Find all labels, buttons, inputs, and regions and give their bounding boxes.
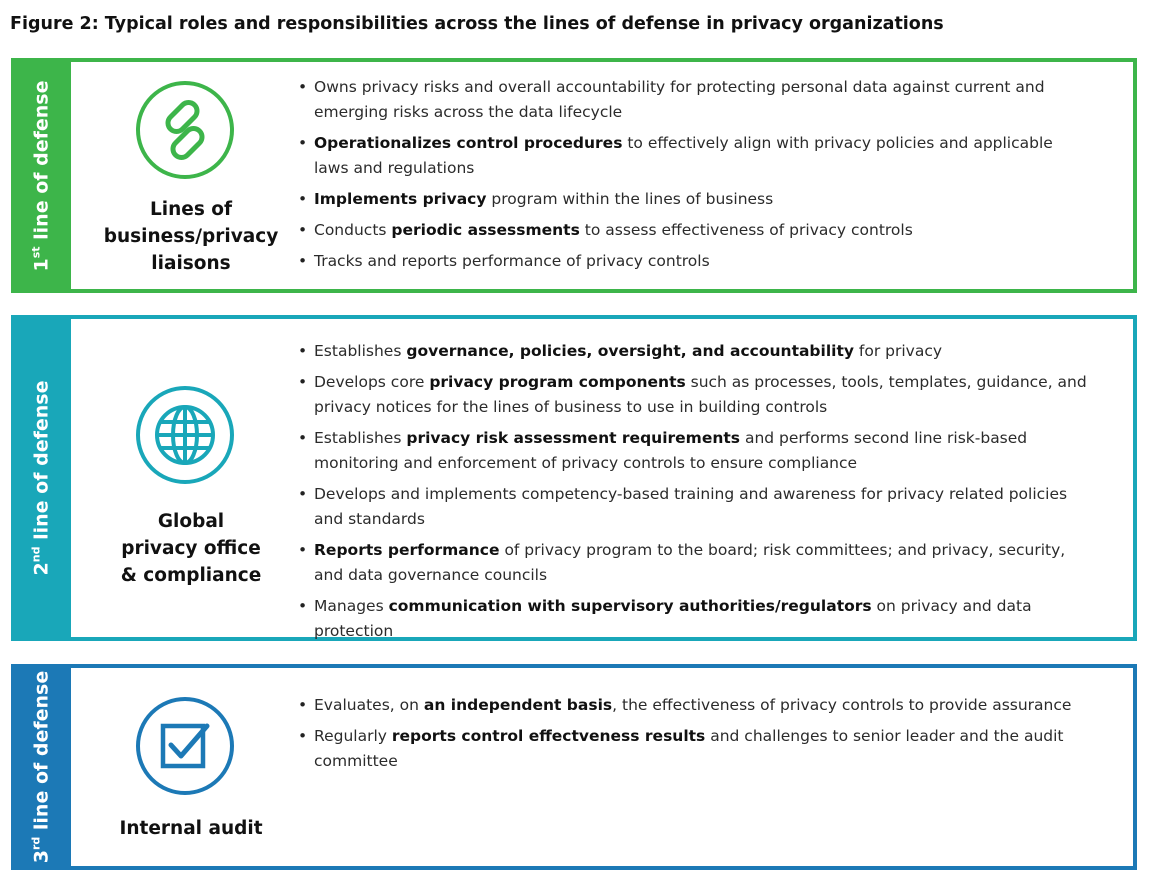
bullet-item: • Manages communication with supervisory authorities/regulators on privacy and data protection xyxy=(298,594,1088,644)
bullet-item: • Establishes privacy risk assessment requirements and performs second line risk-based monitoring and enforcement of privacy controls to ensure compliance xyxy=(298,426,1088,476)
figure-title: Figure 2: Typical roles and responsibilities across the lines of defense in privacy organizations xyxy=(10,14,944,34)
second-line-label: 2nd line of defense xyxy=(29,380,53,576)
first-line-label: 1st line of defense xyxy=(29,79,53,272)
bullet-item: • Develops and implements competency-based training and awareness for privacy related policies and standards xyxy=(298,482,1088,532)
checkbox-icon xyxy=(135,696,235,796)
third-line-label: 3rd line of defense xyxy=(29,670,53,864)
bullet-item: • Reports performance of privacy program to the board; risk committees; and privacy, security, and data governance councils xyxy=(298,538,1088,588)
second-line-sidebar xyxy=(11,315,71,641)
third-line-sidebar xyxy=(11,664,71,870)
second-line-role: Global privacy office & compliance xyxy=(120,511,262,586)
first-line-sidebar xyxy=(11,58,71,293)
panel-second-line xyxy=(11,315,1137,641)
bullet-item: • Operationalizes control procedures to effectively align with privacy policies and applicable laws and regulations xyxy=(298,131,1088,181)
bullet-item: • Tracks and reports performance of privacy controls xyxy=(298,249,1088,274)
first-line-bullets xyxy=(298,75,1088,280)
second-line-bullets xyxy=(298,339,1088,650)
globe-icon xyxy=(135,385,235,485)
bullet-item: • Develops core privacy program components such as processes, tools, templates, guidance, and privacy notices for the lines of business to use in building controls xyxy=(298,370,1088,420)
link-icon xyxy=(135,80,235,180)
bullet-item: • Evaluates, on an independent basis, the effectiveness of privacy controls to provide assurance xyxy=(298,693,1088,718)
bullet-item: • Implements privacy program within the lines of business xyxy=(298,187,1088,212)
first-line-role: Lines of business/privacy liaisons xyxy=(103,199,279,274)
bullet-item: • Owns privacy risks and overall accountability for protecting personal data against current and emerging risks across the data lifecycle xyxy=(298,75,1088,125)
third-line-role: Internal audit xyxy=(119,818,263,839)
panel-first-line xyxy=(11,58,1137,293)
bullet-item: • Conducts periodic assessments to assess effectiveness of privacy controls xyxy=(298,218,1088,243)
bullet-item: • Regularly reports control effectveness results and challenges to senior leader and the audit committee xyxy=(298,724,1088,774)
bullet-item: • Establishes governance, policies, oversight, and accountability for privacy xyxy=(298,339,1088,364)
panel-third-line xyxy=(11,664,1137,870)
third-line-bullets xyxy=(298,693,1088,780)
